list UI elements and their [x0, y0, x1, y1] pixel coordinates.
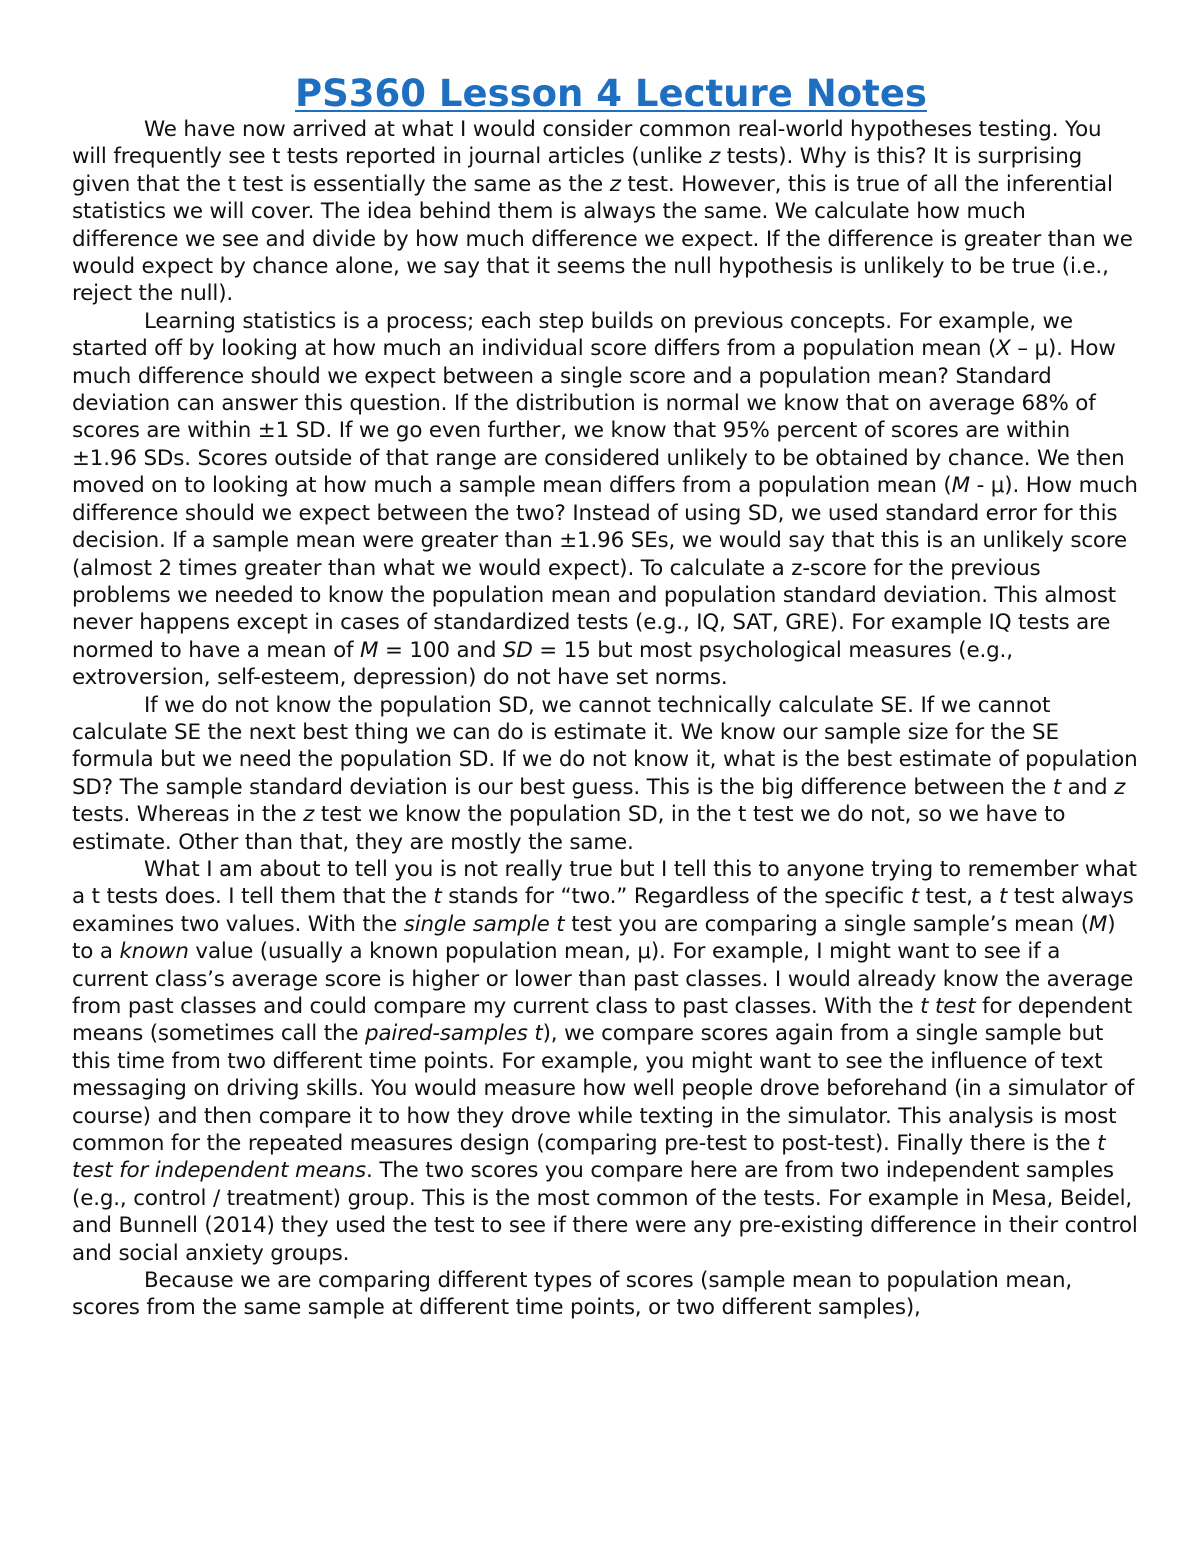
italic-text-run: z: [709, 144, 721, 170]
text-run: – μ). How much difference should we expect between a single score and a population mean? Standard deviation can answer this question. If the distribution is normal we know that on average 68% of scores are within ±1 SD. If we go even further, we know that 95% percent of scores are within ±1.96 SDs. Scores outside of that range are considered unlikely to be obtained by chance. We then moved on to looking at how much a sample mean differs from a population mean (: [72, 336, 1125, 499]
text-run: What I am about to tell you is not really true but I tell this to anyone trying to remember what a t tests does. I tell them that the: [72, 856, 1137, 910]
text-run: test, a: [918, 884, 999, 910]
paragraph: [72, 308, 1138, 692]
italic-text-run: z: [1114, 774, 1126, 800]
italic-text-run: t test: [920, 994, 976, 1019]
italic-text-run: t: [998, 884, 1008, 910]
text-run: Because we are comparing different types of scores (sample mean to population mean, scores from the same sample at different time points, or two different samples),: [72, 1268, 1073, 1321]
text-run: test always examines two values. With the: [72, 884, 1134, 937]
text-run: = 100 and: [378, 637, 503, 663]
text-run: test. However, this is true of all the inferential statistics we will cover. The idea behind them is always the same. We calculate how much difference we see and divide by how much difference we expect. If the difference is greater than we would expect by chance alone, we say that it seems the null hypothesis is unlikely to be true (i.e., reject the null).: [72, 171, 1133, 307]
italic-text-run: known: [119, 939, 189, 965]
document-body: [72, 116, 1138, 1322]
italic-text-run: t: [1052, 774, 1061, 800]
text-run: If we do not know the population SD, we cannot technically calculate SE. If we cannot calculate SE the next best thing we can do is estimate it. We know our sample size for the SE formula but we need the population SD. If we do not know it, what is the best estimate of population SD? The sample standard deviation is our best guess. This is the big difference between the: [72, 692, 1138, 800]
text-run: stands for “two.” Regardless of the specific: [441, 884, 911, 910]
italic-text-run: paired-samples t: [365, 1021, 543, 1047]
italic-text-run: M: [360, 637, 379, 663]
italic-text-run: t test for independent means: [72, 1131, 1106, 1184]
italic-text-run: single sample t: [403, 911, 565, 937]
italic-text-run: SD: [502, 637, 533, 663]
page-title: PS360 Lesson 4 Lecture Notes: [295, 72, 927, 115]
italic-text-run: z: [609, 171, 621, 197]
italic-text-run: t: [433, 884, 442, 910]
paragraph: [72, 856, 1138, 1267]
text-run: tests. Whereas in the: [72, 802, 304, 828]
text-run: value (usually a known population mean, μ). For example, I might want to see if a current class’s average score is higher or lower than past classes. I would already know the average from past classes and could compare my current class to past classes. With the: [72, 939, 1134, 1019]
text-run: . The two scores you compare here are from two independent samples (e.g., control / treatment) group. This is the most common of the tests. For example in Mesa, Beidel, and Bunnell (2014) they used the test to see if there were any pre-existing difference in their control and social anxiety groups.: [72, 1158, 1138, 1266]
document-page: [72, 72, 1138, 1322]
text-run: for dependent means (sometimes call the: [72, 994, 1133, 1047]
paragraph: [72, 116, 1138, 308]
text-run: Learning statistics is a process; each step builds on previous concepts. For example, we started off by looking at how much an individual score differs from a population mean (: [72, 308, 1073, 362]
text-run: ), we compare scores again from a single sample but this time from two different time points. For example, you might want to see the influence of text messaging on driving skills. You would measure how well people drove beforehand (in a simulator of course) and then compare it to how they drove while texting in the simulator. This analysis is most common for the repeated measures design (comparing pre-test to post-test). Finally there is the: [72, 1021, 1135, 1157]
text-run: tests). Why is this? It is surprising given that the t test is essentially the same as the: [72, 144, 1083, 197]
text-run: test you are comparing a single sample’s mean (: [564, 911, 1089, 937]
italic-text-run: M: [1088, 911, 1108, 937]
text-run: test we know the population SD, in the t test we do not, so we have to estimate. Other than that, they are mostly the same.: [72, 802, 1066, 855]
text-run: - μ). How much difference should we expect between the two? Instead of using SD, we used standard error for this decision. If a sample mean were greater than ±1.96 SEs, we would say that this is an unlikely score (almost 2 times greater than what we would expect). To calculate a z-score for the previous problems we needed to know the population mean and population standard deviation. This almost never happens except in cases of standardized tests (e.g., IQ, SAT, GRE). For example IQ tests are normed to have a mean of: [72, 473, 1138, 663]
italic-text-run: z: [303, 802, 315, 828]
text-run: = 15 but most psychological measures (e.g., extroversion, self-esteem, depression) do not have set norms.: [72, 637, 1013, 691]
paragraph: [72, 692, 1138, 856]
italic-text-run: X: [996, 336, 1011, 362]
italic-text-run: M: [951, 473, 970, 499]
text-run: ) to a: [72, 911, 1116, 965]
text-run: and: [1061, 774, 1115, 800]
paragraph: [72, 1267, 1138, 1322]
italic-text-run: t: [910, 884, 919, 910]
text-run: We have now arrived at what I would consider common real-world hypotheses testing. You will frequently see t tests reported in journal articles (unlike: [72, 117, 1102, 170]
